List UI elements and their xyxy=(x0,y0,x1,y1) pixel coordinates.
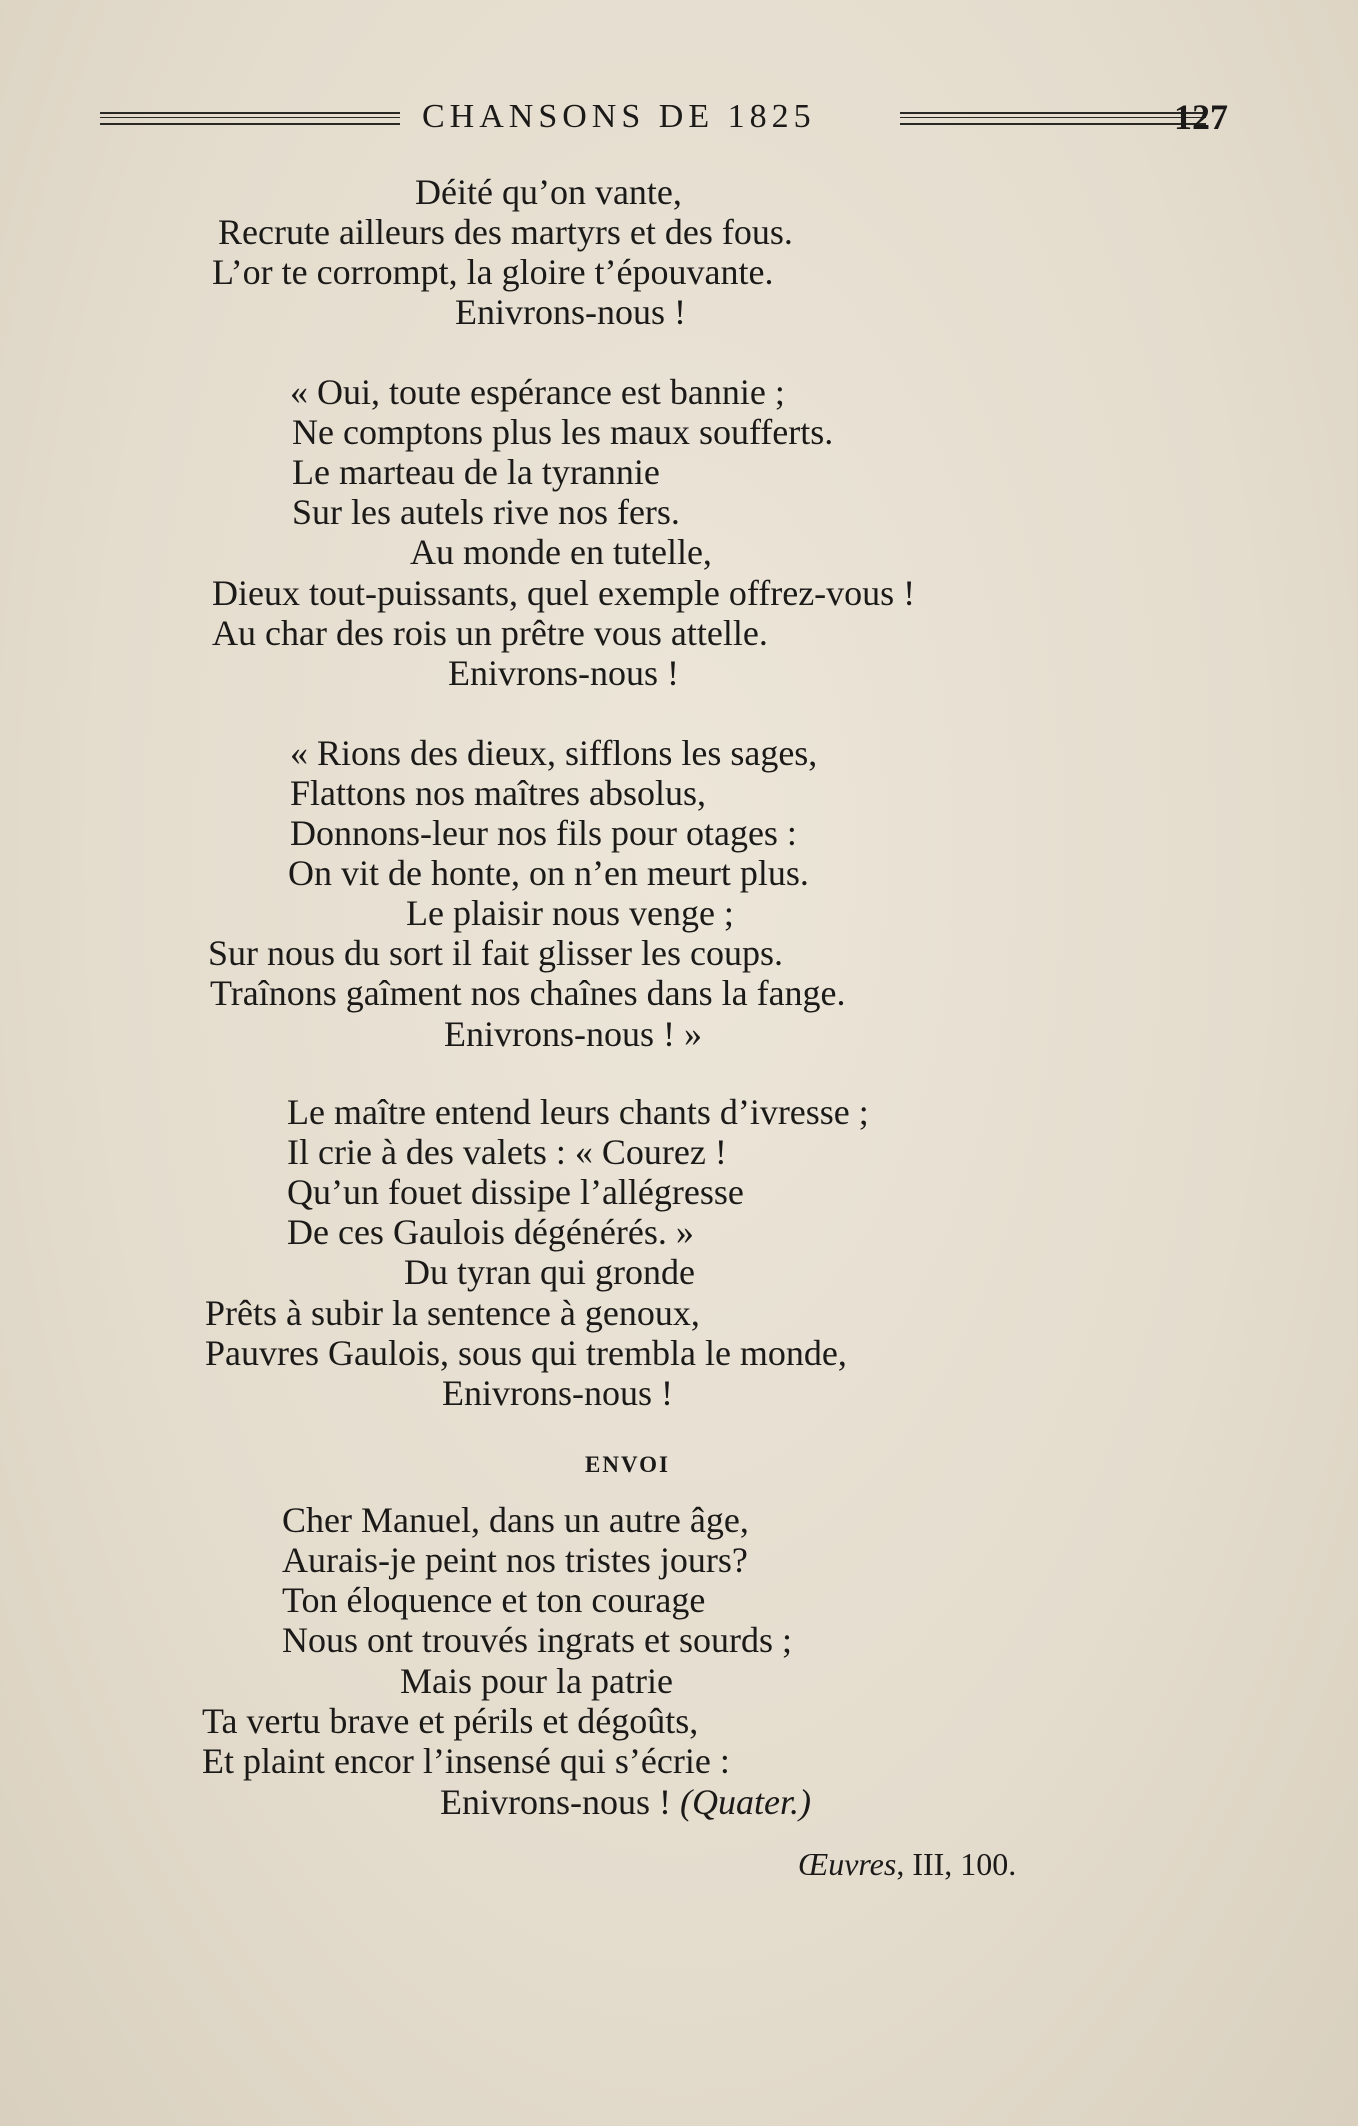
poem-line: Au char des rois un prêtre vous attelle. xyxy=(212,613,768,653)
poem-refrain: Enivrons-nous ! xyxy=(455,292,686,332)
poem-line: Pauvres Gaulois, sous qui trembla le monde, xyxy=(205,1333,847,1373)
poem-line: Recrute ailleurs des martyrs et des fous. xyxy=(218,212,793,252)
envoi-line: Mais pour la patrie xyxy=(400,1661,673,1701)
poem-line: « Oui, toute espérance est bannie ; xyxy=(290,372,785,412)
poem-line: Le plaisir nous venge ; xyxy=(406,893,734,933)
envoi-line: Cher Manuel, dans un autre âge, xyxy=(282,1500,749,1540)
citation-work: Œuvres xyxy=(798,1846,897,1882)
envoi-line: Nous ont trouvés ingrats et sourds ; xyxy=(282,1620,792,1660)
poem-line: Du tyran qui gronde xyxy=(404,1252,695,1292)
poem-line: Au monde en tutelle, xyxy=(410,532,712,572)
poem-line: Flattons nos maîtres absolus, xyxy=(290,773,706,813)
poem-line: Prêts à subir la sentence à genoux, xyxy=(205,1293,700,1333)
poem-refrain: Enivrons-nous ! xyxy=(442,1373,673,1413)
poem-line: L’or te corrompt, la gloire t’épouvante. xyxy=(212,252,774,292)
poem-line: Déité qu’on vante, xyxy=(415,172,682,212)
envoi-final-line xyxy=(440,1782,811,1822)
poem-line: Dieux tout-puissants, quel exemple offrez-vous ! xyxy=(212,573,916,613)
poem-line: Il crie à des valets : « Courez ! xyxy=(287,1132,727,1172)
envoi-note: (Quater.) xyxy=(679,1782,811,1822)
running-title: CHANSONS DE 1825 xyxy=(422,98,816,135)
poem-line: Sur nous du sort il fait glisser les coups. xyxy=(208,933,783,973)
envoi-line: Ta vertu brave et périls et dégoûts, xyxy=(202,1701,699,1741)
poem-line: Ne comptons plus les maux soufferts. xyxy=(292,412,834,452)
page-number: 127 xyxy=(1174,97,1228,137)
header-rule-left xyxy=(100,112,400,125)
poem-line: De ces Gaulois dégénérés. » xyxy=(287,1212,694,1252)
poem-line: Donnons-leur nos fils pour otages : xyxy=(290,813,797,853)
poem-refrain: Enivrons-nous ! » xyxy=(444,1014,702,1054)
poem-line: « Rions des dieux, sifflons les sages, xyxy=(290,733,818,773)
envoi-refrain: Enivrons-nous ! xyxy=(440,1782,671,1822)
citation-reference: , III, 100. xyxy=(896,1846,1017,1882)
envoi-line: Aurais-je peint nos tristes jours? xyxy=(282,1540,748,1580)
poem-line: Traînons gaîment nos chaînes dans la fange. xyxy=(210,973,846,1013)
poem-line: Sur les autels rive nos fers. xyxy=(292,492,680,532)
envoi-heading: ENVOI xyxy=(585,1452,670,1477)
poem-refrain: Enivrons-nous ! xyxy=(448,653,679,693)
poem-line: Le maître entend leurs chants d’ivresse ; xyxy=(287,1092,869,1132)
running-header xyxy=(100,97,1228,142)
poem-line: On vit de honte, on n’en meurt plus. xyxy=(288,853,809,893)
poem-line: Qu’un fouet dissipe l’allégresse xyxy=(287,1172,744,1212)
envoi-line: Et plaint encor l’insensé qui s’écrie : xyxy=(202,1741,730,1781)
source-citation xyxy=(798,1846,1016,1883)
envoi-line: Ton éloquence et ton courage xyxy=(282,1580,706,1620)
poem-line: Le marteau de la tyrannie xyxy=(292,452,660,492)
